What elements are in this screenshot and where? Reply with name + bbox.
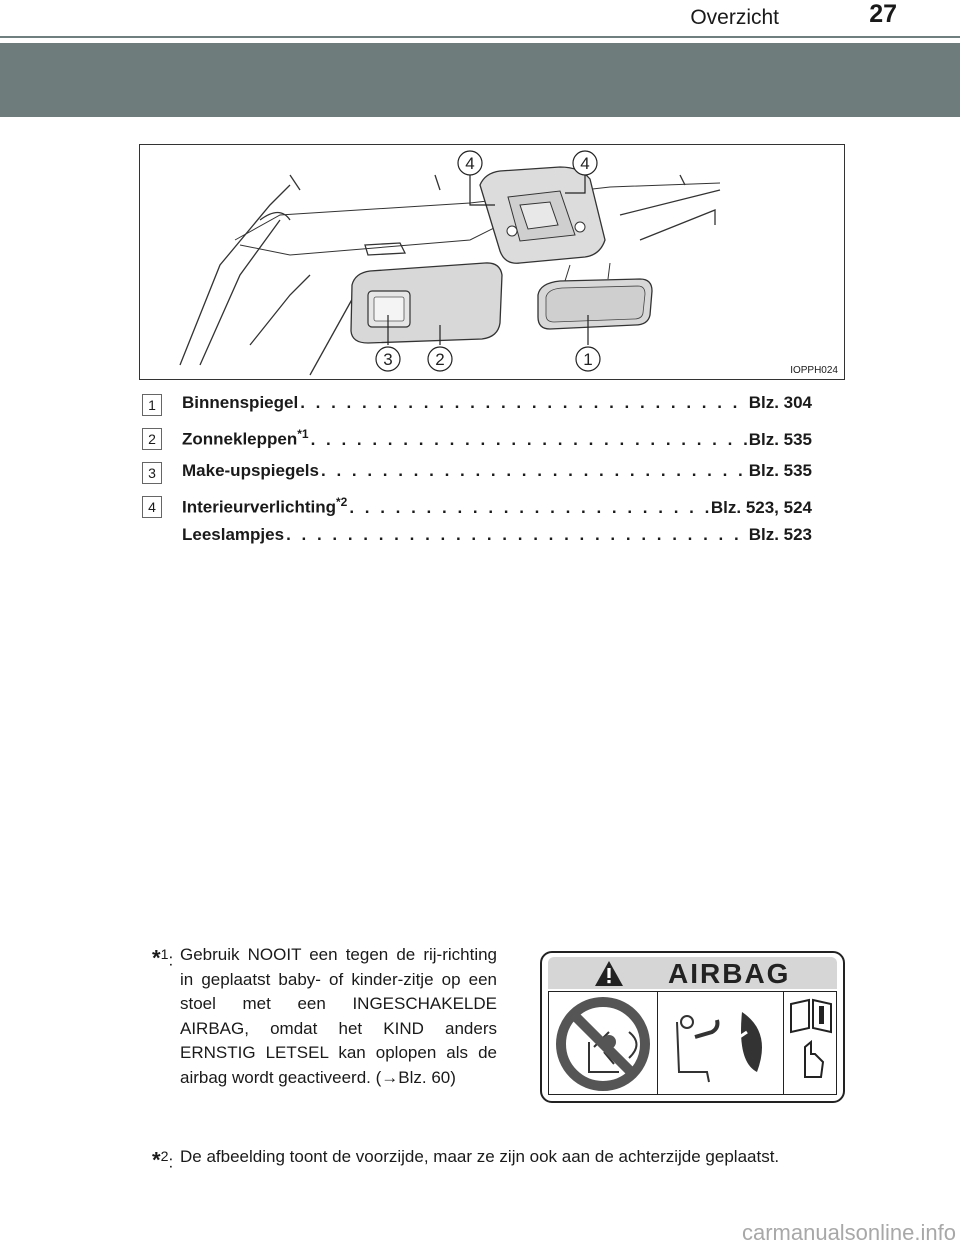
interior-ceiling-illustration: [139, 144, 845, 380]
item-label: Binnenspiegel: [182, 393, 299, 412]
component-list: [142, 391, 812, 557]
airbag-warning-label: [540, 951, 845, 1103]
watermark: carmanualsonline.info: [741, 1220, 956, 1245]
item-number: 3: [142, 462, 162, 484]
callout-3: 3: [383, 350, 393, 369]
callout-4b: 4: [580, 154, 590, 173]
footnote-text: Gebruik NOOIT een tegen de rij-richting in geplaatst baby- of kinder-zitje op een stoel met een INGESCHAKELDE AIRBAG, omdat het KIND anders ERNSTIG LETSEL kan oplopen als de airbag wordt geactiveerd. (→Blz. 60): [180, 945, 497, 1087]
page-ref: Blz. 523, 524: [710, 497, 812, 517]
no-rear-facing-seat-pictogram: [549, 992, 658, 1094]
item-label: Zonnekleppen$^{*1}$: [182, 427, 309, 449]
airbag-deploy-pictogram: [657, 992, 784, 1094]
list-item: [142, 391, 812, 425]
item-number: 4: [142, 496, 162, 518]
warning-triangle-icon: [594, 960, 624, 987]
footnote-ref: *2: [335, 495, 348, 509]
footnote-text: De afbeelding toont de voorzijde, maar ze zijn ook aan de achterzijde geplaatst.: [180, 1147, 780, 1166]
list-item: [142, 459, 812, 493]
seat-airbag-icon: [657, 992, 783, 1096]
callout-4a: 4: [465, 154, 475, 173]
page-ref: Blz. 535: [748, 461, 812, 480]
item-label: Leeslampjes: [182, 525, 285, 544]
airbag-label-header: [548, 957, 837, 989]
book-info-icon: [783, 992, 840, 1096]
list-item: [142, 523, 812, 557]
callout-2: 2: [435, 350, 445, 369]
illustration-code: IOPPH024: [790, 365, 838, 376]
footnote-1: [152, 943, 497, 1090]
interior-ceiling-drawing: [140, 145, 844, 379]
footnote-mark: *$^2$:: [152, 1147, 174, 1173]
footnote-mark: *$^1$:: [152, 945, 174, 971]
callout-1: 1: [583, 350, 593, 369]
item-number: 2: [142, 428, 162, 450]
item-label: Interieurverlichting$^{*2}$: [182, 495, 348, 517]
page-ref: Blz. 304: [748, 393, 812, 412]
header-band: [0, 43, 960, 117]
prohibition-icon: [549, 992, 657, 1096]
list-item: [142, 493, 812, 523]
airbag-title: AIRBAG: [668, 958, 791, 989]
list-item: [142, 425, 812, 459]
item-label: Make-upspiegels: [182, 461, 319, 480]
manual-reference-pictogram: [783, 992, 840, 1094]
item-number: 1: [142, 394, 162, 416]
page-number: 27: [869, 0, 897, 28]
page-ref: Blz. 523: [748, 525, 812, 544]
page-ref: Blz. 535: [748, 429, 812, 449]
header-rule: [0, 36, 960, 38]
footnote-ref: *1: [297, 427, 309, 441]
airbag-label-pictograms: [548, 991, 837, 1095]
section-title: Overzicht: [690, 6, 779, 29]
footnote-2: [152, 1144, 812, 1173]
